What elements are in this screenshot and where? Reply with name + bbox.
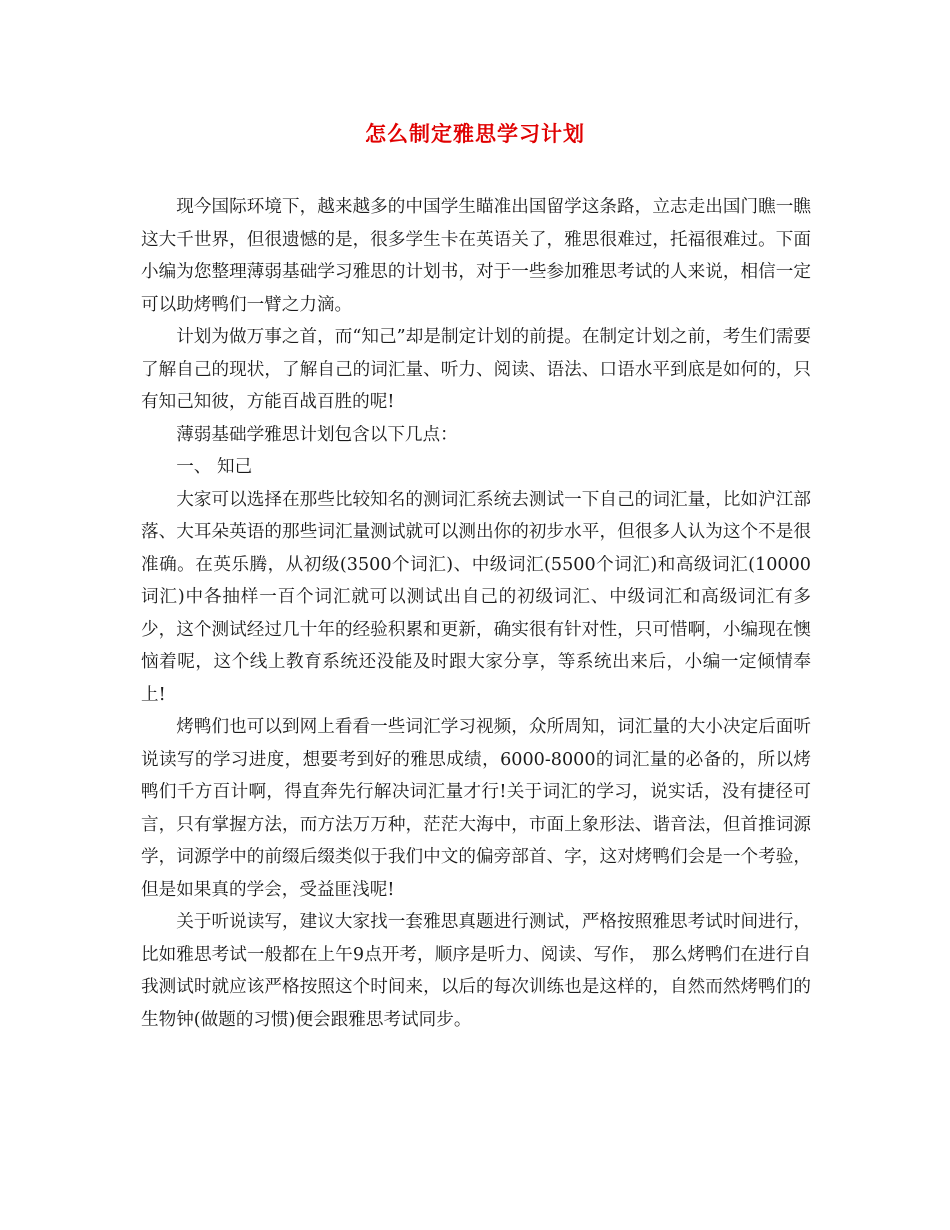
paragraph-intro: 现今国际环境下，越来越多的中国学生瞄准出国留学这条路，立志走出国门瞧一瞧这大千世界，但很遗憾的是，很多学生卡在英语关了，雅思很难过，托福很难过。下面小编为您整理薄弱基础学习雅思的计划书，对于一些参加雅思考试的人来说，相信一定可以助烤鸭们一臂之力滴。 [141, 197, 811, 315]
page-title: 怎么制定雅思学习计划 [365, 121, 585, 146]
section-heading-know-yourself: 一、 知己 [176, 457, 253, 477]
paragraph-plan-points: 薄弱基础学雅思计划包含以下几点： [176, 424, 458, 445]
paragraph-listening-reading-writing: 关于听说读写，建议大家找一套雅思真题进行测试，严格按照雅思考试时间进行，比如雅思考试一般都在上午9点开考，顺序是听力、阅读、写作， 那么烤鸭们在进行自我测试时就应该严格按照这个时间来，以后的每次训练也是这样的，自然而然烤鸭们的生物钟(做题的习惯)便会跟雅思考试同步。 [141, 912, 811, 1030]
paragraph-plan-premise: 计划为做万事之首，而“知己”却是制定计划的前提。在制定计划之前，考生们需要了解自己的现状，了解自己的词汇量、听力、阅读、语法、口语水平到底是如何的，只有知己知彼，方能百战百胜的呢! [141, 327, 811, 412]
paragraph-vocab-learning: 烤鸭们也可以到网上看看一些词汇学习视频，众所周知，词汇量的大小决定后面听说读写的学习进度，想要考到好的雅思成绩，6000-8000的词汇量的必备的，所以烤鸭们千方百计啊，得直奔先行解决词汇量才行!关于词汇的学习，说实话，没有捷径可言，只有掌握方法，而方法万万种，茫茫大海中，市面上象形法、谐音法，但首推词源学，词源学中的前缀后缀类似于我们中文的偏旁部首、字，这对烤鸭们会是一个考验，但是如果真的学会，受益匪浅呢! [141, 717, 811, 900]
document-body [141, 191, 811, 1036]
paragraph-vocab-test: 大家可以选择在那些比较知名的测词汇系统去测试一下自己的词汇量，比如沪江部落、大耳朵英语的那些词汇量测试就可以测出你的初步水平，但很多人认为这个不是很准确。在英乐腾，从初级(3500个词汇)、中级词汇(5500个词汇)和高级词汇(10000词汇)中各抽样一百个词汇就可以测试出自己的初级词汇、中级词汇和高级词汇有多少，这个测试经过几十年的经验积累和更新，确实很有针对性，只可惜啊，小编现在懊恼着呢，这个线上教育系统还没能及时跟大家分享，等系统出来后，小编一定倾情奉上! [141, 489, 811, 705]
